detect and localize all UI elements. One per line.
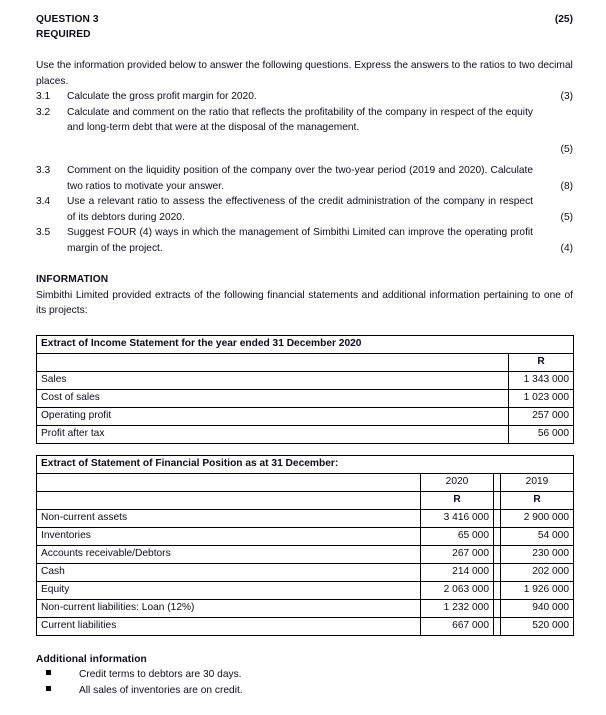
row-value-2019: 230 000 (501, 545, 574, 563)
column-gap (494, 545, 501, 563)
question-marks: (5) (560, 143, 573, 155)
question-number: 3.5 (36, 227, 51, 238)
information-paragraph: Simbithi Limited provided extracts of the following financial statements and additional information pertaining to one of its projects: (36, 289, 573, 316)
table-row (37, 509, 574, 527)
currency-header-2020: R (421, 491, 494, 509)
question-item (36, 225, 573, 256)
row-value-2019: 1 926 000 (501, 581, 574, 599)
table-row (37, 389, 574, 407)
question-text: Calculate the gross profit margin for 2020. (67, 91, 257, 102)
square-bullet-icon (46, 683, 56, 699)
financial-position-table (36, 455, 574, 636)
question-marks: (5) (560, 211, 573, 223)
page-content (36, 12, 573, 698)
row-label: Equity (37, 581, 421, 599)
column-gap (494, 509, 501, 527)
row-label: Operating profit (37, 407, 509, 425)
table-row (37, 455, 574, 473)
question-marks: (8) (560, 180, 573, 192)
question-marks: (3) (560, 91, 573, 102)
list-item (36, 667, 573, 683)
question-item (36, 194, 573, 225)
spacer (36, 636, 573, 652)
row-label: Profit after tax (37, 425, 509, 443)
spacer (36, 319, 573, 335)
question-item (36, 89, 573, 105)
table-row (37, 545, 574, 563)
row-value-2019: 2 900 000 (501, 509, 574, 527)
column-gap (494, 527, 501, 545)
column-gap (494, 491, 501, 509)
table-row (37, 425, 574, 443)
row-value: 1 343 000 (509, 371, 574, 389)
table-row (37, 599, 574, 617)
income-statement-title: Extract of Income Statement for the year ended 31 December 2020 (37, 335, 574, 353)
question-number: 3.2 (36, 106, 51, 118)
question-list (36, 89, 573, 256)
list-item (36, 683, 573, 699)
page-title: QUESTION 3 (36, 14, 99, 25)
row-label: Cost of sales (37, 389, 509, 407)
question-item (36, 105, 573, 136)
spacer (36, 256, 573, 272)
column-gap (494, 473, 501, 491)
question-text: Comment on the liquidity position of the company over the two-year period (2019 and 2020). Calculate two ratios to motivate your answer. (67, 165, 533, 192)
instructions-paragraph: Use the information provided below to answer the following questions. Express the answers to the ratios to two decimal places. (36, 60, 573, 87)
year-header-2020: 2020 (421, 473, 494, 491)
spacer (36, 444, 573, 455)
row-value-2019: 202 000 (501, 563, 574, 581)
column-gap (494, 581, 501, 599)
row-value-2020: 667 000 (421, 617, 494, 635)
question-number: 3.1 (36, 91, 51, 102)
column-gap (494, 617, 501, 635)
question-item (36, 163, 573, 194)
empty-cell (37, 473, 421, 491)
table-row (37, 617, 574, 635)
question-text: Use a relevant ratio to assess the effectiveness of the credit administration of the company in respect of its debtors during 2020. (67, 196, 533, 223)
additional-information-heading: Additional information (36, 653, 147, 665)
row-label: Sales (37, 371, 509, 389)
empty-cell (37, 353, 509, 371)
question-text: Calculate and comment on the ratio that reflects the profitability of the company in respect of the equity and long-term debt that were at the disposal of the management. (67, 106, 533, 133)
row-value: 257 000 (509, 407, 574, 425)
row-label: Non-current liabilities: Loan (12%) (37, 599, 421, 617)
table-row (37, 527, 574, 545)
table-row (37, 563, 574, 581)
table-row (37, 407, 574, 425)
row-label: Accounts receivable/Debtors (37, 545, 421, 563)
row-value-2020: 1 232 000 (421, 599, 494, 617)
row-value-2020: 2 063 000 (421, 581, 494, 599)
column-gap (494, 599, 501, 617)
row-value-2019: 54 000 (501, 527, 574, 545)
row-value-2020: 214 000 (421, 563, 494, 581)
currency-header-2019: R (501, 491, 574, 509)
table-row (37, 353, 574, 371)
question-number: 3.4 (36, 196, 51, 207)
row-value: 1 023 000 (509, 389, 574, 407)
column-gap (494, 563, 501, 581)
table-row (37, 491, 574, 509)
row-value-2020: 3 416 000 (421, 509, 494, 527)
spacer (36, 42, 573, 58)
table-row (37, 335, 574, 353)
row-label: Cash (37, 563, 421, 581)
empty-cell (37, 491, 421, 509)
table-row (37, 371, 574, 389)
income-statement-table (36, 335, 574, 444)
bullet-text: Credit terms to debtors are 30 days. (79, 669, 242, 680)
total-marks: (25) (554, 14, 573, 25)
row-label: Non-current assets (37, 509, 421, 527)
financial-position-title: Extract of Statement of Financial Position as at 31 December: (37, 455, 574, 473)
question-marks: (4) (560, 242, 573, 254)
row-value-2019: 520 000 (501, 617, 574, 635)
row-value-2020: 65 000 (421, 527, 494, 545)
currency-header: R (509, 353, 574, 371)
year-header-2019: 2019 (501, 473, 574, 491)
bullet-text: All sales of inventories are on credit. (79, 684, 243, 696)
question-text: Suggest FOUR (4) ways in which the management of Simbithi Limited can improve the operating profit margin of the project. (67, 227, 533, 254)
required-label: REQUIRED (36, 29, 91, 40)
row-value-2020: 267 000 (421, 545, 494, 563)
row-label: Inventories (37, 527, 421, 545)
question-header (36, 12, 573, 27)
information-heading: INFORMATION (36, 274, 109, 285)
row-value-2019: 940 000 (501, 599, 574, 617)
row-value: 56 000 (509, 425, 574, 443)
table-row (37, 473, 574, 491)
square-bullet-icon (46, 667, 56, 683)
question-number: 3.3 (36, 165, 51, 176)
table-row (37, 581, 574, 599)
row-label: Current liabilities (37, 617, 421, 635)
